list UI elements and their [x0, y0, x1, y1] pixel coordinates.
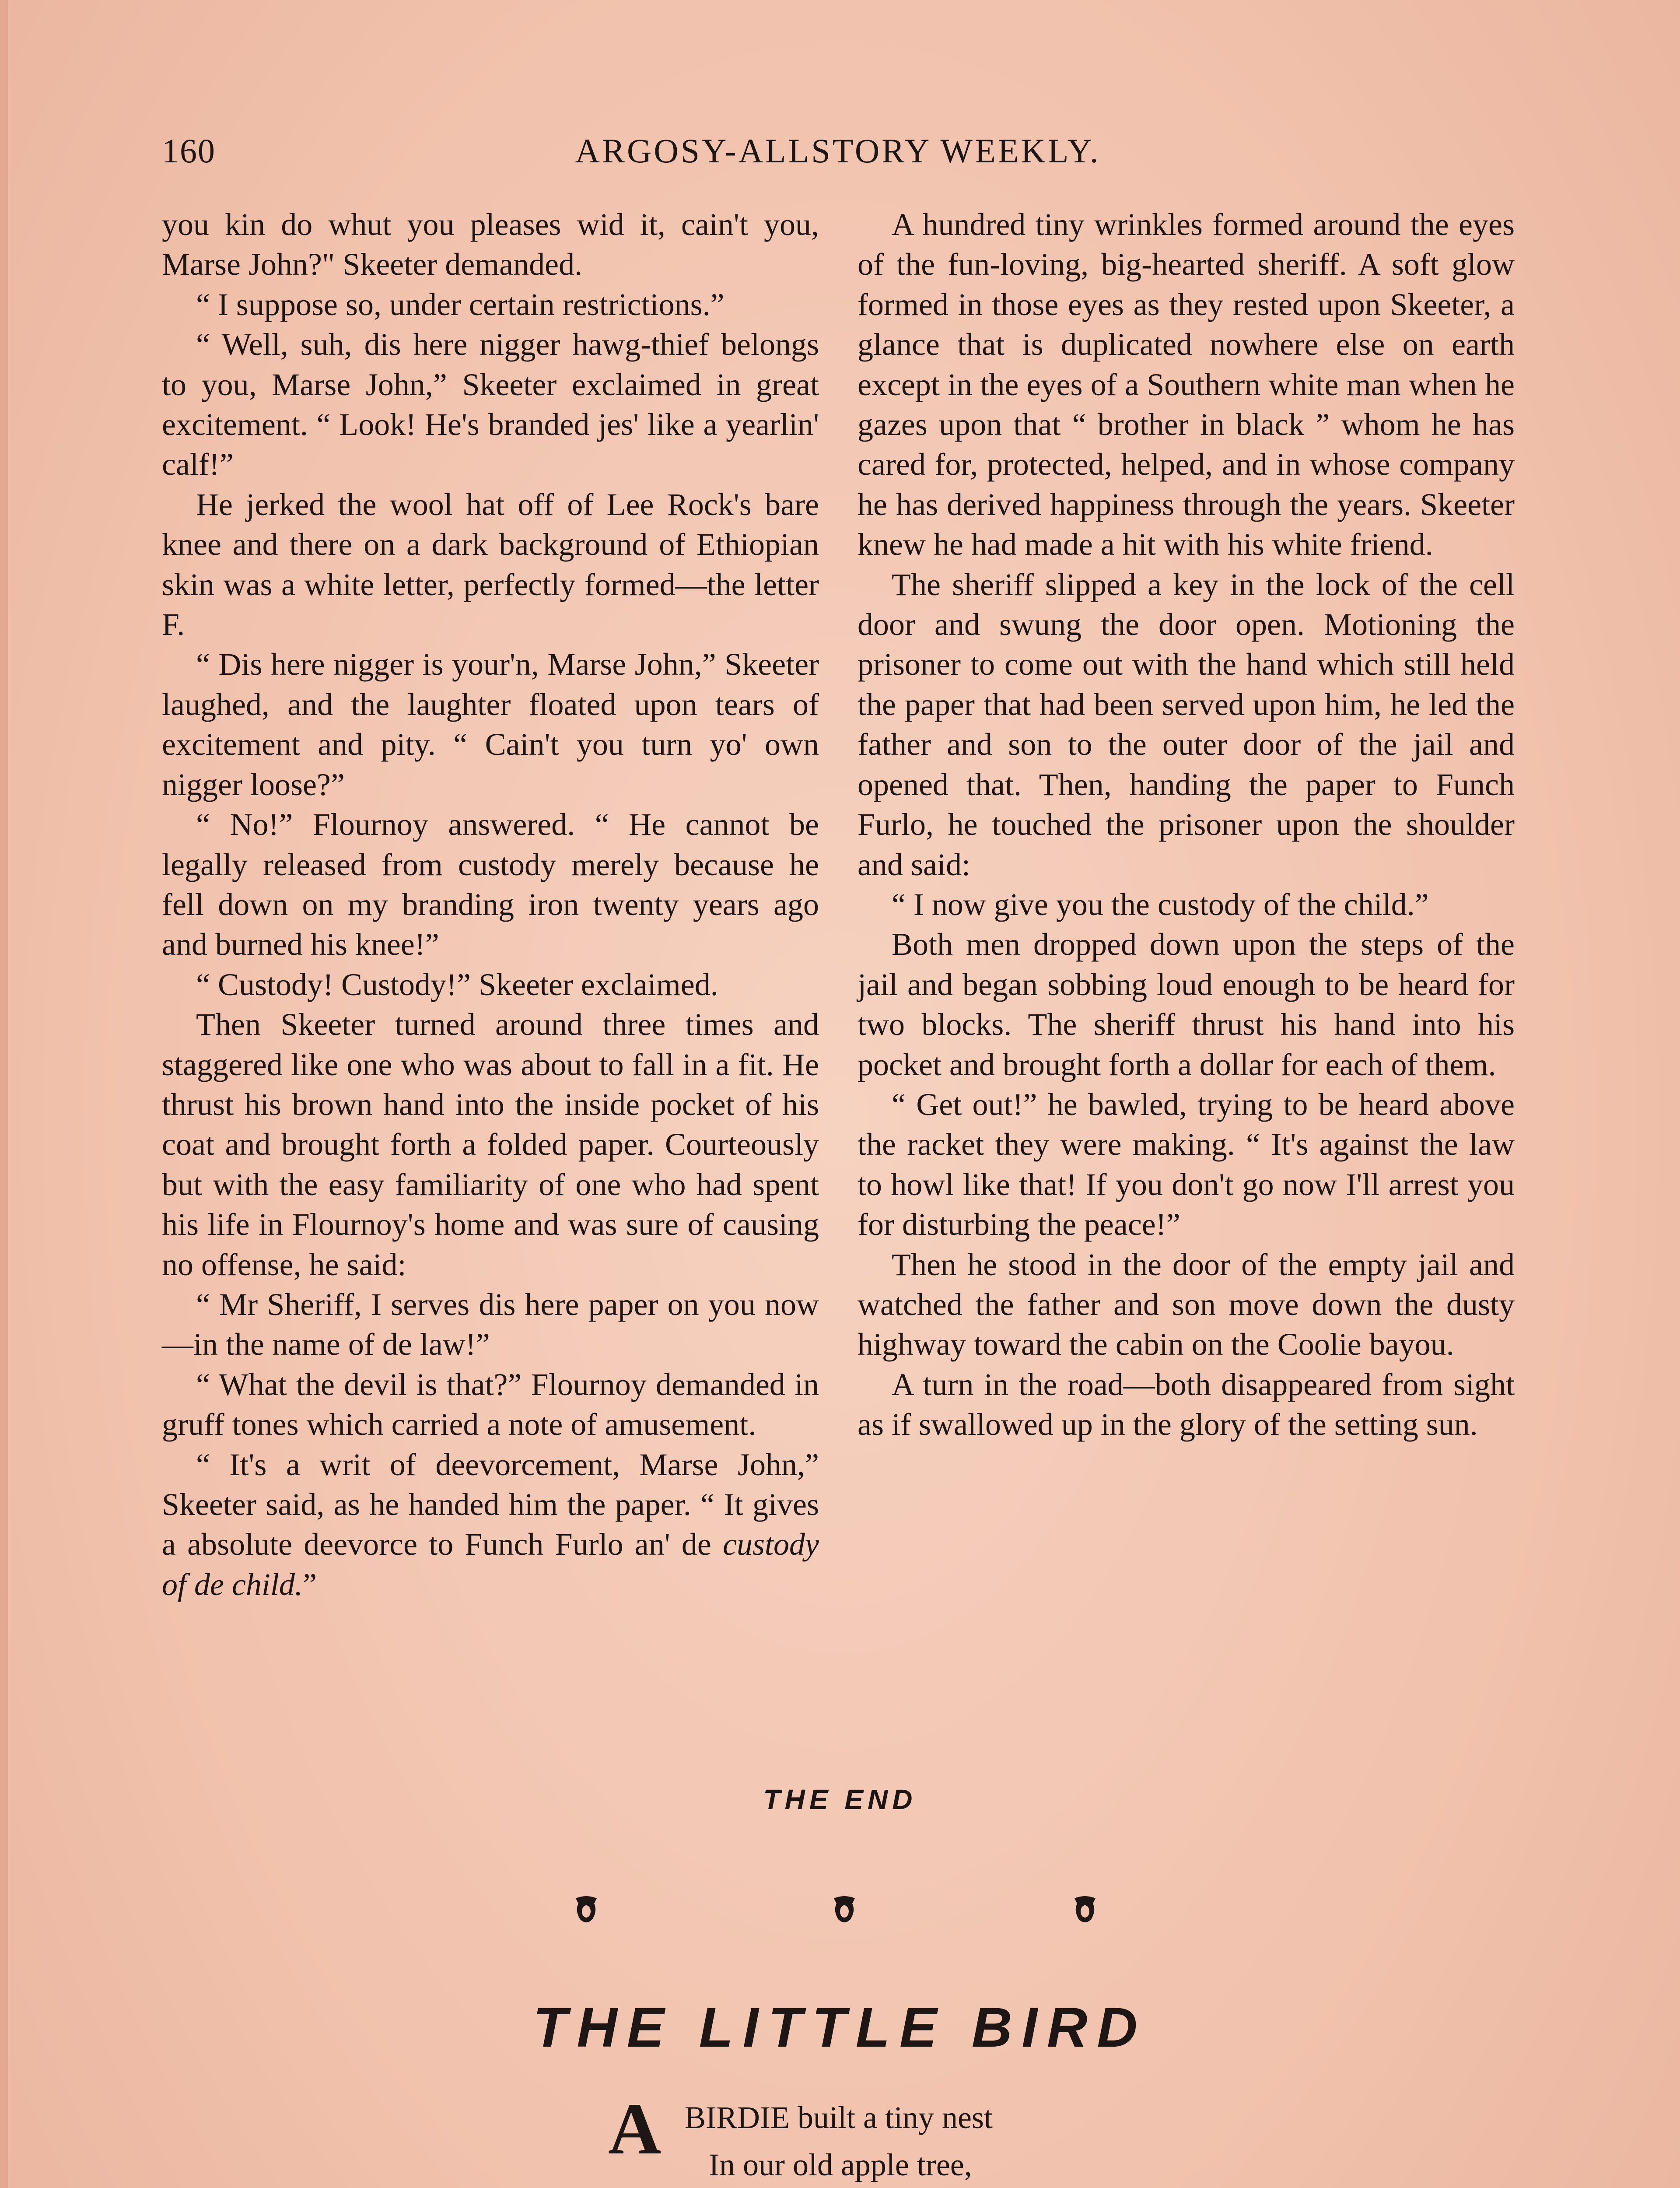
ornament-icon [1072, 1895, 1098, 1925]
paragraph [162, 645, 819, 805]
paragraph-text: Both men dropped down upon the steps of the jail and began sobbing loud enough to be heard for two blocks. The sheriff thrust his hand into his pocket and brought forth a dollar for each of them. [858, 927, 1515, 1082]
paragraph [858, 205, 1515, 565]
paragraph [162, 1285, 819, 1365]
page-edge [0, 0, 8, 2188]
paragraph [162, 485, 819, 645]
paragraph [858, 565, 1515, 885]
paragraph-text: “ What the devil is that?” Flournoy demanded in gruff tones which carried a note of amusement. [162, 1367, 819, 1442]
paragraph [162, 325, 819, 485]
paragraph-text: A turn in the road—both disappeared from sight as if swallowed up in the glory of the setting sun. [858, 1367, 1515, 1442]
paragraph-text: you kin do whut you pleases wid it, cain't you, Marse John?" Skeeter demanded. [162, 207, 819, 282]
paragraph-text: “ Dis here nigger is your'n, Marse John,” Skeeter laughed, and the laughter floated upon tears of excitement and pity. “ Cain't you turn yo' own nigger loose?” [162, 647, 819, 802]
paragraph-text: Then Skeeter turned around three times and staggered like one who was about to fall in a fit. He thrust his brown hand into the inside pocket of his coat and brought forth a folded paper. Courteously but with the easy familiarity of one who had spent his life in Flournoy's home and was sure of causing no offense, he said: [162, 1007, 819, 1282]
paragraph [858, 925, 1515, 1085]
paragraph [162, 205, 819, 285]
paragraph [162, 1005, 819, 1285]
paragraph-text: “ I now give you the custody of the child.” [892, 887, 1429, 922]
drop-cap: A [608, 2088, 662, 2170]
running-head: ARGOSY-ALLSTORY WEEKLY. [575, 132, 1101, 170]
poem-line: In our old apple tree, [709, 2147, 972, 2182]
page-header [162, 131, 1514, 179]
paragraph-text: The sheriff slipped a key in the lock of the cell door and swung the door open. Motioning the prisoner to come out with the hand which still held the paper that had been served upon him, he led the father and son to the outer door of the jail and opened that. Then, handing the paper to Funch Furlo, he touched the prisoner upon the shoulder and said: [858, 567, 1515, 882]
end-mark: THE END [763, 1784, 917, 1815]
poem-title: THE LITTLE BIRD [533, 1996, 1147, 2059]
right-column [858, 205, 1515, 1445]
closing-quote: ” [302, 1567, 317, 1602]
page-number: 160 [162, 132, 216, 170]
paragraph [162, 965, 819, 1005]
paragraph-text: “ Mr Sheriff, I serves dis here paper on you now—in the name of de law!” [162, 1287, 819, 1362]
ornament-row [573, 1895, 1116, 1947]
paragraph-text: “ I suppose so, under certain restrictions.” [196, 287, 724, 322]
paragraph [162, 285, 819, 325]
paragraph-text: “ Well, suh, dis here nigger hawg-thief belongs to you, Marse John,” Skeeter exclaimed in great excitement. “ Look! He's branded jes' like a yearlin' calf!” [162, 327, 819, 482]
poem [608, 2088, 1225, 2188]
paragraph-text: He jerked the wool hat off of Lee Rock's bare knee and there on a dark background of Ethiopian skin was a white letter, perfectly formed—the letter F. [162, 487, 819, 642]
poem-line: BIRDIE built a tiny nest [685, 2100, 993, 2135]
paragraph [858, 1085, 1515, 1245]
ornament-icon [831, 1895, 858, 1925]
paragraph [162, 1365, 819, 1445]
paragraph-text: “ It's a writ of deevorcement, Marse John,” Skeeter said, as he handed him the paper. “ It gives a absolute deevorce to Funch Furlo an' de [162, 1447, 819, 1562]
paragraph [162, 1445, 819, 1605]
paragraph-text: “ Custody! Custody!” Skeeter exclaimed. [196, 967, 718, 1002]
paragraph-text: “ Get out!” he bawled, trying to be heard above the racket they were making. “ It's against the law to howl like that! If you don't go now I'll arrest you for disturbing the peace!” [858, 1087, 1515, 1242]
paragraph [858, 1365, 1515, 1445]
italic-text: custody of de child. [162, 1527, 819, 1602]
paragraph-text: A hundred tiny wrinkles formed around the eyes of the fun-loving, big-hearted sheriff. A soft glow formed in those eyes as they rested upon Skeeter, a glance that is duplicated nowhere else on earth except in the eyes of a Southern white man when he gazes upon that “ brother in black ” whom he has cared for, protected, helped, and in whose company he has derived happiness through the years. Skeeter knew he had made a hit with his white friend. [858, 207, 1515, 562]
paragraph-text: “ No!” Flournoy answered. “ He cannot be legally released from custody merely because he fell down on my branding iron twenty years ago and burned his knee!” [162, 807, 819, 962]
paragraph [162, 805, 819, 965]
paragraph-text: Then he stood in the door of the empty jail and watched the father and son move down the dusty highway toward the cabin on the Coolie bayou. [858, 1247, 1515, 1362]
left-column [162, 205, 819, 1605]
paragraph [858, 1245, 1515, 1365]
ornament-icon [573, 1895, 599, 1925]
paragraph [858, 885, 1515, 925]
